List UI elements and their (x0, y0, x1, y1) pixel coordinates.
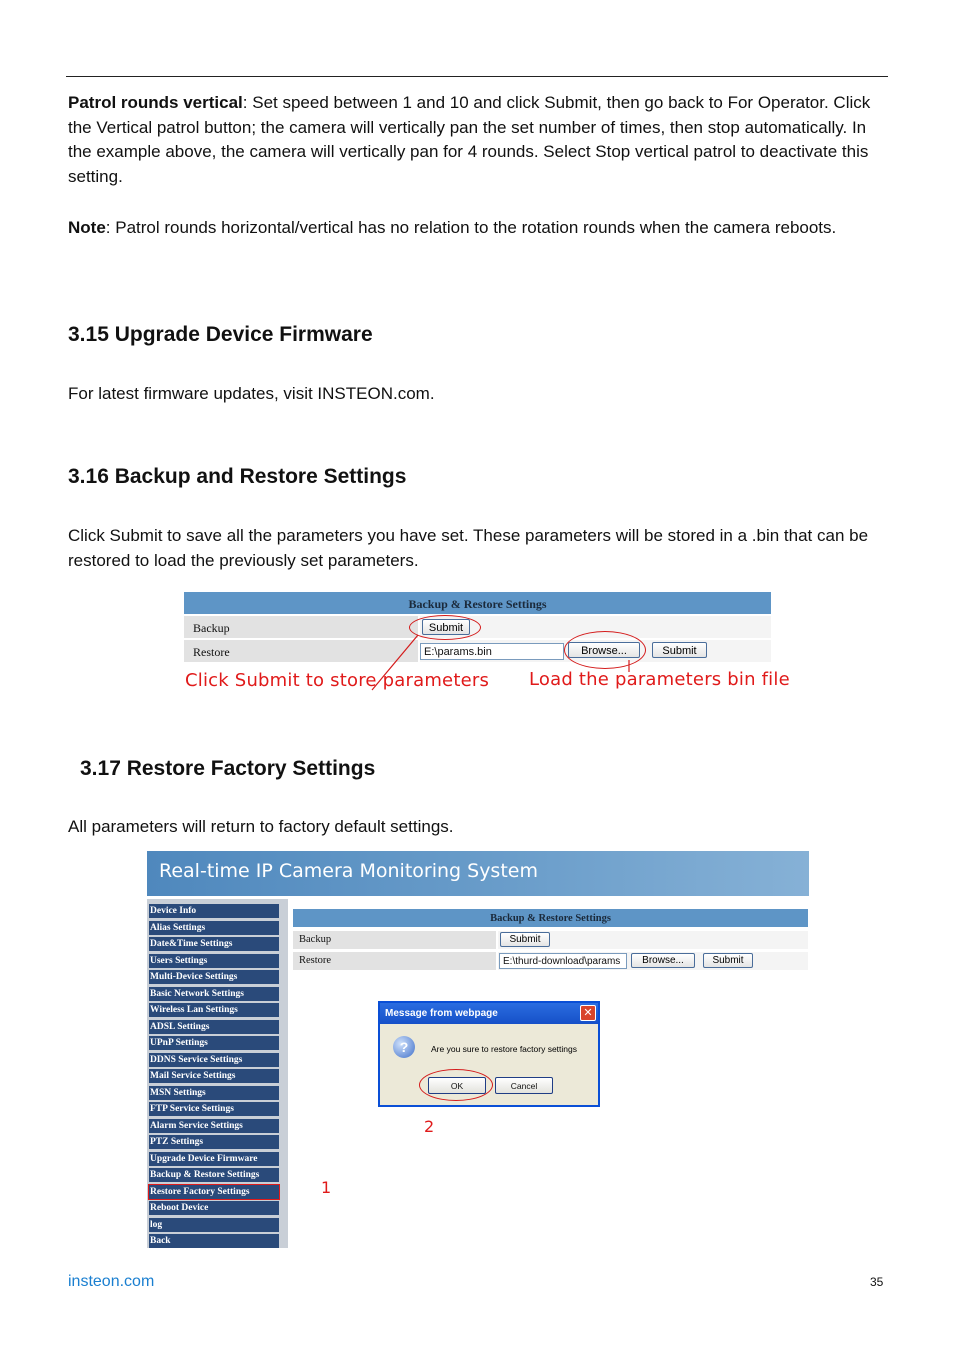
menu-users-settings[interactable]: Users Settings (149, 954, 279, 968)
panel-restore-label: Restore (293, 952, 496, 970)
marker-2: 2 (424, 1117, 435, 1136)
ok-highlight-ellipse (419, 1069, 493, 1101)
patrol-lead: Patrol rounds vertical (68, 93, 243, 112)
restore-submit-button[interactable]: Submit (652, 642, 707, 658)
menu-wireless-lan-settings[interactable]: Wireless Lan Settings (149, 1003, 279, 1017)
heading-3-17: 3.17 Restore Factory Settings (80, 757, 376, 780)
dialog-ok-button[interactable]: OK (428, 1077, 486, 1094)
backup-label: Backup (184, 616, 418, 638)
dialog-cancel-button[interactable]: Cancel (495, 1077, 553, 1094)
backup-restore-header: Backup & Restore Settings (184, 592, 771, 614)
heading-3-15: 3.15 Upgrade Device Firmware (68, 323, 373, 346)
panel-backup-label: Backup (293, 931, 496, 949)
menu-msn-settings[interactable]: MSN Settings (149, 1086, 279, 1100)
menu-ptz-settings[interactable]: PTZ Settings (149, 1135, 279, 1149)
backup-paragraph: Click Submit to save all the parameters you have set. These parameters will be stored in a .bin that can be restored to load the previously set parameters. (68, 526, 869, 570)
patrol-text: : Set speed between 1 and 10 and click Submit, then go back to For Operator. Click the Vertical patrol button; the camera will vertically pan the set number of times, then stop automatically. In the example above, the camera will vertically pan for 4 rounds. Select Stop vertical patrol to deactivate this setting. (68, 93, 871, 186)
menu-adsl-settings[interactable]: ADSL Settings (149, 1020, 279, 1034)
page-number: 35 (870, 1275, 884, 1289)
menu-log[interactable]: log (149, 1218, 279, 1232)
menu-upgrade-device-firmware[interactable]: Upgrade Device Firmware (149, 1152, 279, 1166)
panel-restore-cell (498, 952, 808, 970)
menu-alias-settings[interactable]: Alias Settings (149, 921, 279, 935)
restore-label: Restore (184, 640, 418, 662)
annotation-click-submit: Click Submit to store parameters (185, 670, 490, 691)
panel-browse-button[interactable]: Browse... (631, 953, 695, 968)
panel-header: Backup & Restore Settings (293, 909, 808, 927)
dialog-close-icon[interactable]: ✕ (580, 1005, 596, 1021)
camera-banner-title: Real-time IP Camera Monitoring System (159, 860, 538, 882)
marker-1: 1 (321, 1178, 332, 1197)
restore-file-input[interactable]: E:\params.bin (420, 643, 564, 660)
menu-datetime-settings[interactable]: Date&Time Settings (149, 937, 279, 951)
note-text: : Patrol rounds horizontal/vertical has no relation to the rotation rounds when the camera reboots. (105, 218, 837, 237)
backup-submit-button[interactable]: Submit (422, 619, 470, 635)
menu-restore-factory-settings[interactable]: Restore Factory Settings (149, 1185, 279, 1199)
dialog-message: Are you sure to restore factory settings (431, 1044, 577, 1054)
camera-banner (147, 851, 809, 896)
menu-ftp-service-settings[interactable]: FTP Service Settings (149, 1102, 279, 1116)
browse-button[interactable]: Browse... (568, 642, 640, 658)
menu-basic-network-settings[interactable]: Basic Network Settings (149, 987, 279, 1001)
menu-alarm-service-settings[interactable]: Alarm Service Settings (149, 1119, 279, 1133)
panel-restore-submit-button[interactable]: Submit (703, 953, 753, 968)
menu-device-info[interactable]: Device Info (149, 904, 279, 918)
dialog-title: Message from webpage (380, 1003, 598, 1024)
menu-reboot-device[interactable]: Reboot Device (149, 1201, 279, 1215)
factory-paragraph: All parameters will return to factory default settings. (68, 817, 454, 836)
menu-backup-restore-settings[interactable]: Backup & Restore Settings (149, 1168, 279, 1182)
heading-3-16: 3.16 Backup and Restore Settings (68, 465, 407, 488)
panel-restore-file-input[interactable]: E:\thurd-download\params (499, 953, 627, 969)
footer-link[interactable]: insteon.com (68, 1273, 155, 1290)
camera-sidebar (147, 899, 288, 1248)
question-icon: ? (393, 1036, 415, 1058)
menu-ddns-service-settings[interactable]: DDNS Service Settings (149, 1053, 279, 1067)
annotation-load-bin: Load the parameters bin file (529, 669, 790, 690)
firmware-paragraph: For latest firmware updates, visit INSTEON.com. (68, 384, 435, 403)
panel-backup-cell (498, 931, 808, 949)
menu-upnp-settings[interactable]: UPnP Settings (149, 1036, 279, 1050)
camera-ui-screenshot (147, 851, 809, 1248)
menu-back[interactable]: Back (149, 1234, 279, 1248)
menu-multi-device-settings[interactable]: Multi-Device Settings (149, 970, 279, 984)
menu-mail-service-settings[interactable]: Mail Service Settings (149, 1069, 279, 1083)
panel-backup-submit-button[interactable]: Submit (500, 932, 550, 947)
note-lead: Note (68, 218, 106, 237)
